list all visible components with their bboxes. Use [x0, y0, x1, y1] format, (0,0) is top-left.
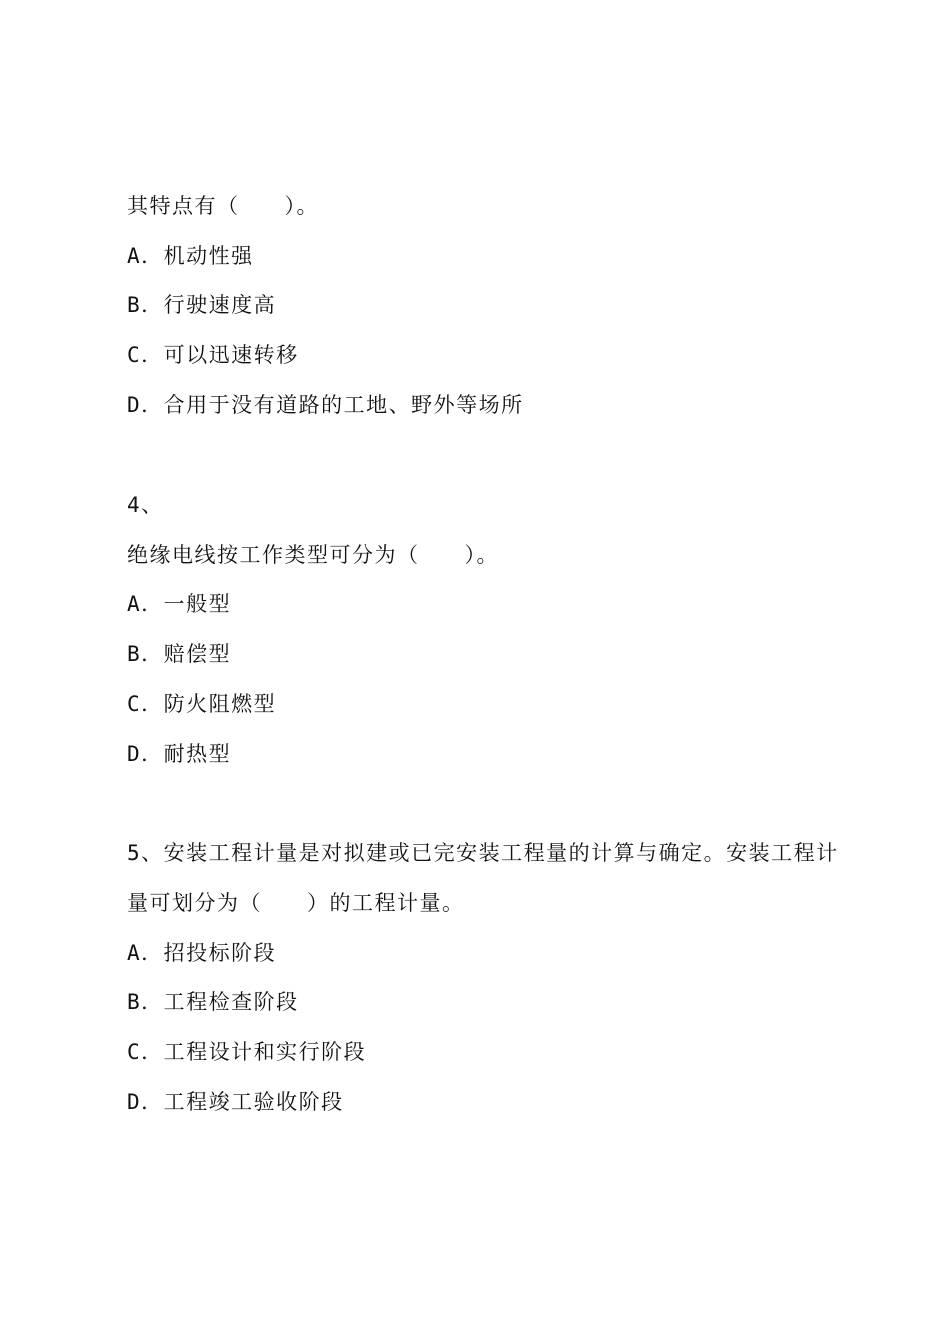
q4-stem: 绝缘电线按工作类型可分为（ ）。: [127, 543, 499, 567]
q4-option-a: A．一般型: [127, 592, 232, 616]
q5-option-b: B．工程检查阶段: [127, 990, 299, 1014]
q3-option-a: A．机动性强: [127, 244, 254, 268]
q3-option-b: B．行驶速度高: [127, 293, 277, 317]
q4-option-b: B．赔偿型: [127, 642, 232, 666]
q5-stem-line-1: 5、安装工程计量是对拟建或已完安装工程量的计算与确定。安装工程计: [127, 841, 839, 865]
q4-option-c: C．防火阻燃型: [127, 692, 277, 716]
q3-option-d: D．合用于没有道路的工地、野外等场所: [127, 393, 524, 417]
q5-option-a: A．招投标阶段: [127, 941, 277, 965]
q3-option-c: C．可以迅速转移: [127, 343, 299, 367]
q5-stem-line-2: 量可划分为（ ）的工程计量。: [127, 891, 465, 915]
q4-option-d: D．耐热型: [127, 742, 232, 766]
q5-option-d: D．工程竣工验收阶段: [127, 1090, 344, 1114]
q4-number: 4、: [127, 493, 164, 517]
q3-stem-tail: 其特点有（ ）。: [127, 194, 319, 218]
q5-option-c: C．工程设计和实行阶段: [127, 1040, 367, 1064]
